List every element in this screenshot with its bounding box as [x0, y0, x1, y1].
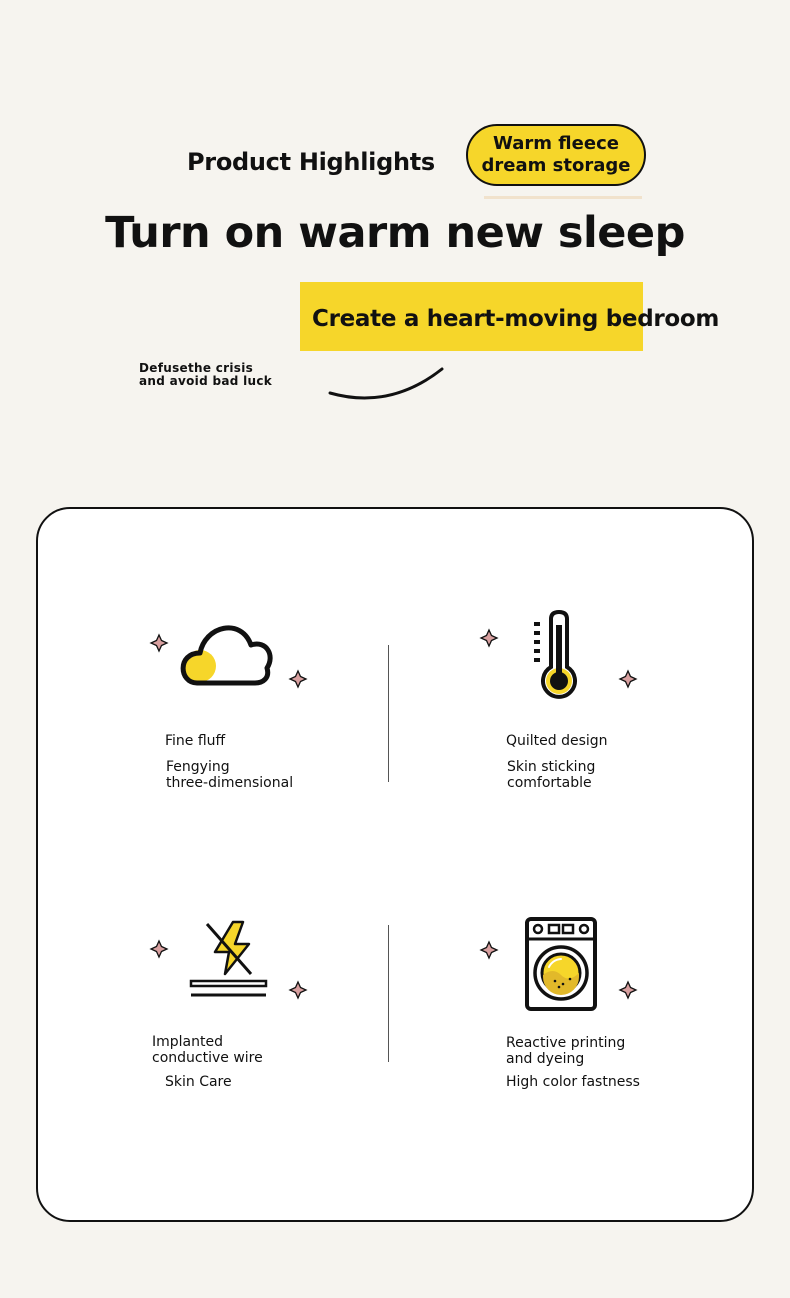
column-divider: [388, 925, 389, 1062]
feature-title-line-1: Reactive printing: [506, 1035, 626, 1051]
feature-title: [152, 1034, 263, 1066]
anti-static-icon: [145, 918, 315, 1008]
section-title: Product Highlights: [187, 148, 435, 176]
feature-title: [506, 1035, 625, 1067]
feature-title-line-1: Implanted: [152, 1034, 223, 1050]
feature-title-line-2: conductive wire: [152, 1050, 263, 1066]
feature-title: Fine fluff: [165, 733, 226, 749]
washing-machine-icon: [475, 915, 645, 1015]
feature-desc-line-1: Skin sticking: [507, 759, 596, 775]
tagline-line-2: and avoid bad luck: [139, 374, 273, 388]
thermometer-icon: [475, 607, 645, 707]
column-divider: [388, 645, 389, 782]
tagline: [139, 362, 272, 388]
feature-title-line-2: and dyeing: [506, 1051, 585, 1067]
banner-text: Create a heart-moving bedroom: [312, 306, 720, 332]
feature-description: High color fastness: [506, 1074, 640, 1090]
feature-title: Quilted design: [506, 733, 608, 749]
decorative-line: [484, 196, 642, 199]
features-card: [36, 507, 754, 1222]
feature-desc-line-2: comfortable: [507, 775, 592, 791]
swoosh-icon: [325, 362, 450, 407]
badge-line-1: Warm fleece: [493, 133, 619, 154]
feature-description: Skin Care: [165, 1074, 232, 1090]
tagline-line-1: Defusethe crisis: [139, 361, 254, 375]
badge-line-2: dream storage: [481, 155, 631, 176]
cloud-sun-icon: [145, 612, 315, 697]
feature-desc-line-2: three-dimensional: [166, 775, 294, 791]
highlight-badge: [466, 124, 646, 186]
feature-description: [507, 759, 595, 791]
feature-desc-line-1: Fengying: [166, 759, 230, 775]
hero-title: Turn on warm new sleep: [105, 208, 685, 258]
feature-description: [166, 759, 293, 791]
